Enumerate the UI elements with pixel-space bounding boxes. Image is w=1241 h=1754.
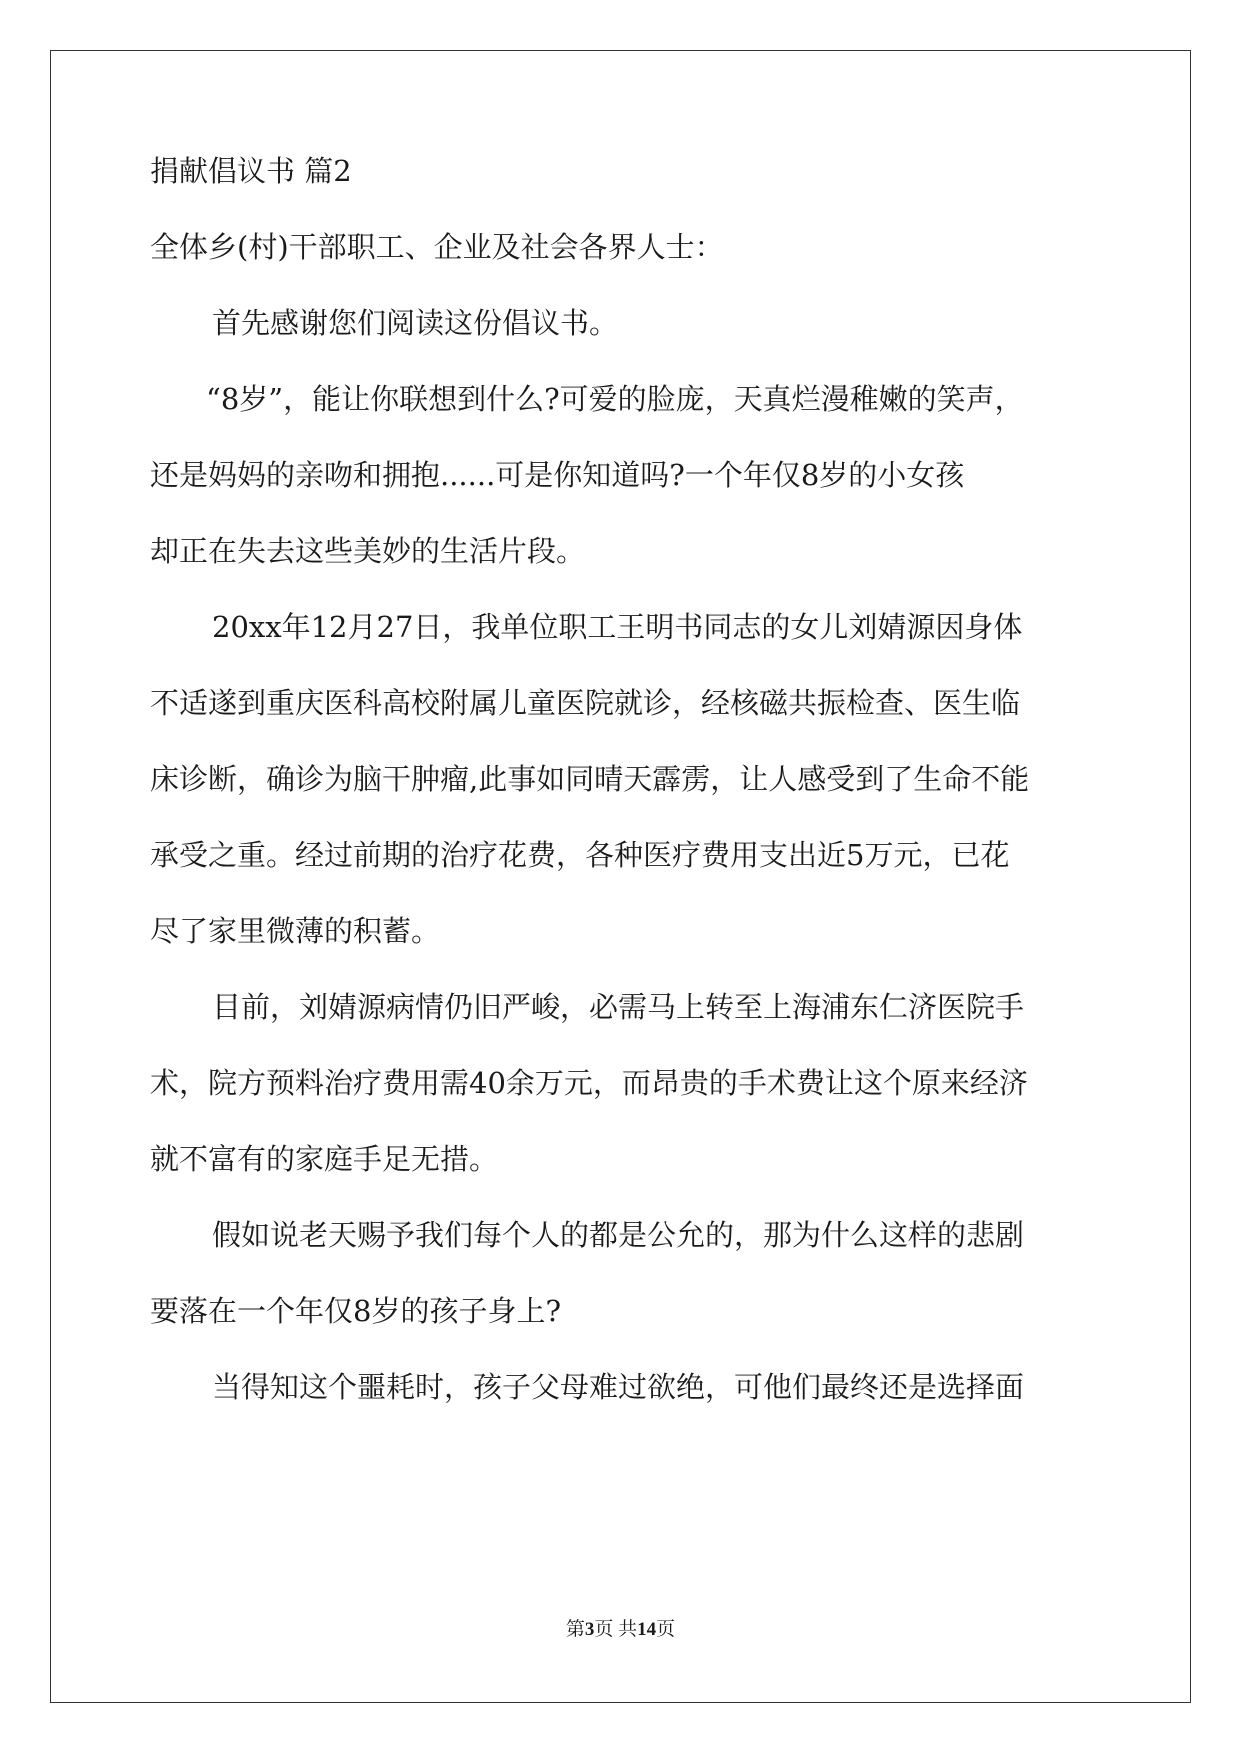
page-footer bbox=[0, 1614, 1241, 1641]
paragraph-line: 就不富有的家庭手足无措。 bbox=[150, 1142, 499, 1176]
paragraph-line: 目前，刘婧源病情仍旧严峻，必需马上转至上海浦东仁济医院手 bbox=[212, 990, 1025, 1024]
total-pages: 14 bbox=[637, 1619, 657, 1640]
paragraph-line: 20xx年12月27日，我单位职工王明书同志的女儿刘婧源因身体 bbox=[212, 610, 1023, 644]
paragraph-line: “8岁”，能让你联想到什么?可爱的脸庞，天真烂漫稚嫩的笑声， bbox=[206, 382, 1024, 416]
paragraph-line: 承受之重。经过前期的治疗花费，各种医疗费用支出近5万元，已花 bbox=[150, 838, 1010, 872]
paragraph-line: 还是妈妈的亲吻和拥抱......可是你知道吗?一个年仅8岁的小女孩 bbox=[150, 458, 965, 492]
page-border bbox=[50, 50, 1191, 1703]
page-mid: 页 共 bbox=[594, 1619, 638, 1640]
paragraph-line: 不适遂到重庆医科高校附属儿童医院就诊，经核磁共振检查、医生临 bbox=[150, 686, 1021, 720]
paragraph-line: 术，院方预料治疗费用需40余万元，而昂贵的手术费让这个原来经济 bbox=[150, 1066, 1028, 1100]
page-prefix: 第 bbox=[565, 1619, 585, 1640]
paragraph-line: 却正在失去这些美妙的生活片段。 bbox=[150, 534, 586, 568]
paragraph-line: 尽了家里微薄的积蓄。 bbox=[150, 914, 441, 948]
paragraph-line: 假如说老天赐予我们每个人的都是公允的，那为什么这样的悲剧 bbox=[212, 1218, 1025, 1252]
paragraph-line: 当得知这个噩耗时，孩子父母难过欲绝，可他们最终还是选择面 bbox=[212, 1370, 1025, 1404]
paragraph-line: 首先感谢您们阅读这份倡议书。 bbox=[212, 306, 619, 340]
page-suffix: 页 bbox=[656, 1619, 676, 1640]
document-heading: 捐献倡议书 篇2 bbox=[150, 154, 352, 188]
paragraph-line: 要落在一个年仅8岁的孩子身上? bbox=[150, 1294, 561, 1328]
paragraph-line: 床诊断，确诊为脑干肿瘤,此事如同晴天霹雳，让人感受到了生命不能 bbox=[150, 762, 1030, 796]
salutation: 全体乡(村)干部职工、企业及社会各界人士： bbox=[150, 230, 724, 264]
page-number: 3 bbox=[584, 1619, 595, 1640]
